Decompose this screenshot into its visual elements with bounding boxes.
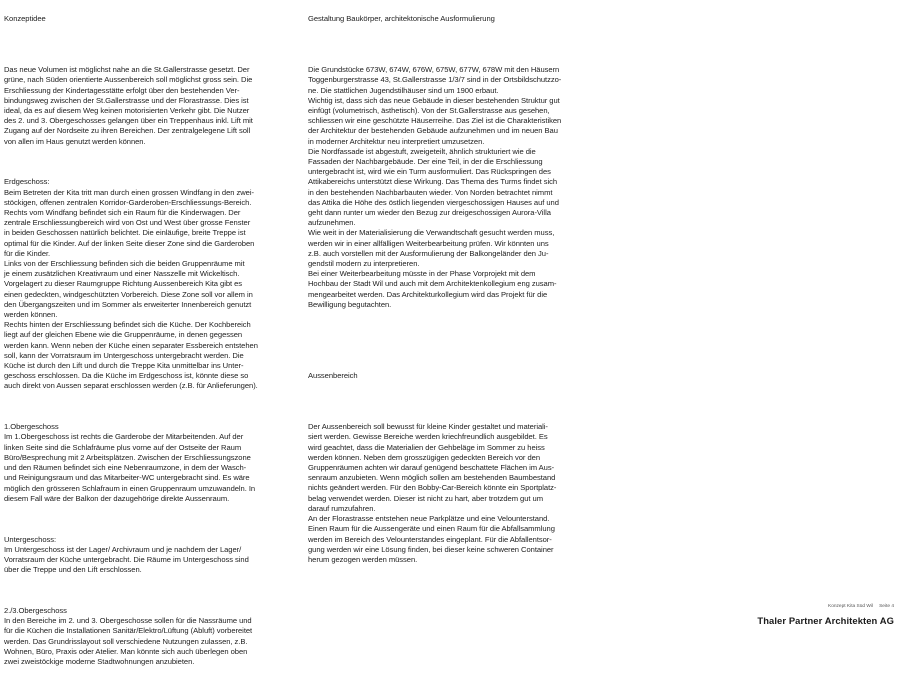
obergeschoss-1-section: 1.Obergeschoss Im 1.Obergeschoss ist rechts die Garderobe der Mitarbeitenden. Auf der linken Seite sind die Schlafräume plus vorne auf der Ostseite der Raum Büro/Besprechung mit 2 Arbeitsplätzen. Zwischen der Erschliessungszone und den Räumen befindet sich eine Nebenraumzone, in dem der Wasch- und Reinigungsraum und das Mitarbeiter-WC untergebracht sind. Es wäre möglich den grösseren Schlafraum in einen Gruppenraum umzuwandeln. In diesem Fall wäre der Balkon der dazugehörige direkte Aussenraum. (4, 422, 256, 503)
gestaltung-text: Die Grundstücke 673W, 674W, 676W, 675W, 677W, 678W mit den Häusern Toggenburgerstrasse 43, St.Gallerstrasse 1/3/7 sind in der Ortsbildschutzzo- ne. Die stattlichen Jugendstilhäuser sind um 1900 erbaut. Wichtig ist, dass sich das neue Gebäude in dieser bestehenden Struktur gut einfügt (volumetrisch, ästhetisch). Von der St.Gallerstrasse aus gesehen, schliessen wir eine geschützte Häuserreihe. Das Ziel ist die Charakteristiken der Architektur der bestehenden Gebäude aufzunehmen und im neuen Bau in moderner Architektur neu interpretiert umzusetzen. Die Nordfassade ist abgestuft, zweigeteilt, ähnlich strukturiert wie die Fassaden der Nachbargebäude. Der eine Teil, in der die Erschliessung untergebracht ist, wird wie ein Turm ausformuliert. Das Rückspringen des Attikabereichs unterstützt diese Wirkung. Das Thema des Turms findet sich in den bestehenden Nachbarbauten wieder. Von Norden betrachtet nimmt das Attika die Höhe des östlich liegenden viergeschossigen Hauses auf und geht dann runter um wieder den Bezug zur dreigeschossigen Aurora-Villa aufzunehmen. Wie weit in der Materialisierung die Verwandtschaft gesucht werden muss, werden wir in einer allfälligen Weiterbearbeitung prüfen. Wir könnten uns z.B. auch vorstellen mit der Ausformulierung der Balkongeländer den Ju- gendstil modern zu interpretieren. Bei einer Weiterbearbeitung müsste in der Phase Vorprojekt mit dem Hochbau der Stadt Wil und auch mit dem Architektenkollegium eng zusam- mengearbeitet werden. Das Architekturkollegium wird das Projekt für die Bewilligung begutachten. (308, 65, 562, 309)
aussenbereich-text: Der Aussenbereich soll bewusst für kleine Kinder gestaltet und materiali- siert werden. Gewisse Bereiche werden kriechfreundlich ausgebildet. Es wird geachtet, dass die Materialien der Gehbeläge im Sommer zu heiss werden können. Neben dem grosszügigen gedeckten Bereich vor den Gruppenräumen achten wir darauf genügend beschattete Flächen im Aus- senraum anzubieten. Wenn möglich sollen am bestehenden Baumbestand nichts geändert werden. Für den Bobby-Car-Bereich könnte ein Sportplatz- belag verwendet werden. Dieser ist nicht zu hart, aber trotzdem gut um darauf rumzufahren. An der Florastrasse entstehen neue Parkplätze und eine Velounterstand. Einen Raum für die Aussengeräte und einen Raum für die Abfallsammlung werden im Bereich des Velounterstandes eingeplant. Für die Abfallentsor- gung werden wir eine Lösung finden, bei dieser keine schweren Container herum gezogen werden müssen. (308, 422, 557, 564)
left-column (4, 4, 296, 677)
untergeschoss-section: Untergeschoss: Im Untergeschoss ist der Lager/ Archivraum und je nachdem der Lager/ Vorratsraum der Küche untergebracht. Die Räume im Untergeschoss sind über die Treppe und den Lift erschlossen. (4, 534, 249, 575)
heading-gestaltung: Gestaltung Baukörper, architektonische Ausformulierung (308, 14, 495, 24)
page-number: Seite 4 (879, 604, 894, 609)
company-name: Thaler Partner Architekten AG (757, 615, 894, 626)
heading-konzeptidee: Konzeptidee (4, 14, 46, 24)
right-column (308, 4, 600, 575)
document-name: Konzept Kita Süd Wil (828, 604, 874, 609)
obergeschoss-2-3-section: 2./3.Obergeschoss In den Bereiche im 2. und 3. Obergeschosse sollen für die Nassräume und für die Küchen die Installationen Sanitär/Elektro/Lüftung (Abluft) vorbereitet werden. Das Grundrisslayout soll verschiedene Nutzungen zulassen, z.B. Wohnen, Büro, Praxis oder Atelier. Man könnte sich auch überlegen oben zwei zweistöckige moderne Stadtwohnungen anzubieten. (4, 605, 253, 666)
footer-meta (828, 604, 894, 609)
konzeptidee-text: Das neue Volumen ist möglichst nahe an die St.Gallerstrasse gesetzt. Der grüne, nach Süden orientierte Aussenbereich soll möglichst gross sein. Die Erschliessung der Kindertagesstätte erfolgt über den bestehenden Ver- bindungsweg zwischen der St.Gallerstrasse und der Florastrasse. Dies ist ideal, da es auf diesem Weg keinen motorisierten Verkehr gibt. Die Nutzer des 2. und 3. Obergeschosses gelangen über ein Treppenhaus inkl. Lift mit Zugang auf der Nordseite zu ihren Bereichen. Der zentralgelegene Lift soll von allen im Haus genutzt werden können. (4, 65, 253, 146)
heading-aussenbereich: Aussenbereich (308, 371, 358, 381)
erdgeschoss-section: Erdgeschoss: Beim Betreten der Kita tritt man durch einen grossen Windfang in den zwei- stöckigen, offenen zentralen Korridor-Garderoben-Erschliessungs-Bereich. Rechts vom Windfang befindet sich ein Raum für die Kinderwagen. Der zentrale Erschliessungbereich wird von Ost und West über grosse Fenster in beiden Geschossen natürlich belichtet. Die einläufige, breite Treppe ist optimal für die Kinder. Auf der linken Seite dieser Zone sind die Garderoben für die Kinder. Links von der Erschliessung befinden sich die beiden Gruppenräume mit je einem zusätzlichen Kreativraum und einer Nasszelle mit Wickeltisch. Vorgelagert zu dieser Raumgruppe Richtung Aussenbereich Kita gibt es einen gedeckten, windgeschützten Vorbereich. Diese Zone soll vor allem in den Übergangszeiten und im Sommer als erweiterter Innenbereich genutzt werden können. Rechts hinten der Erschliessung befindet sich die Küche. Der Kochbereich liegt auf der gleichen Ebene wie die Gruppenräume, in denen gegessen werden kann. Wenn neben der Küche einen separater Essbereich entstehen soll, kann der Vorratsraum im Untergeschoss untergebracht werden. Die Küche ist durch den Lift und durch die Treppe Kita unmittelbar ins Unter- geschoss erschlossen. Da die Küche im Erdgeschoss ist, könnte diese so auch direkt von Aussen separat erschlossen werden (z.B. für Anlieferungen). (4, 177, 258, 391)
